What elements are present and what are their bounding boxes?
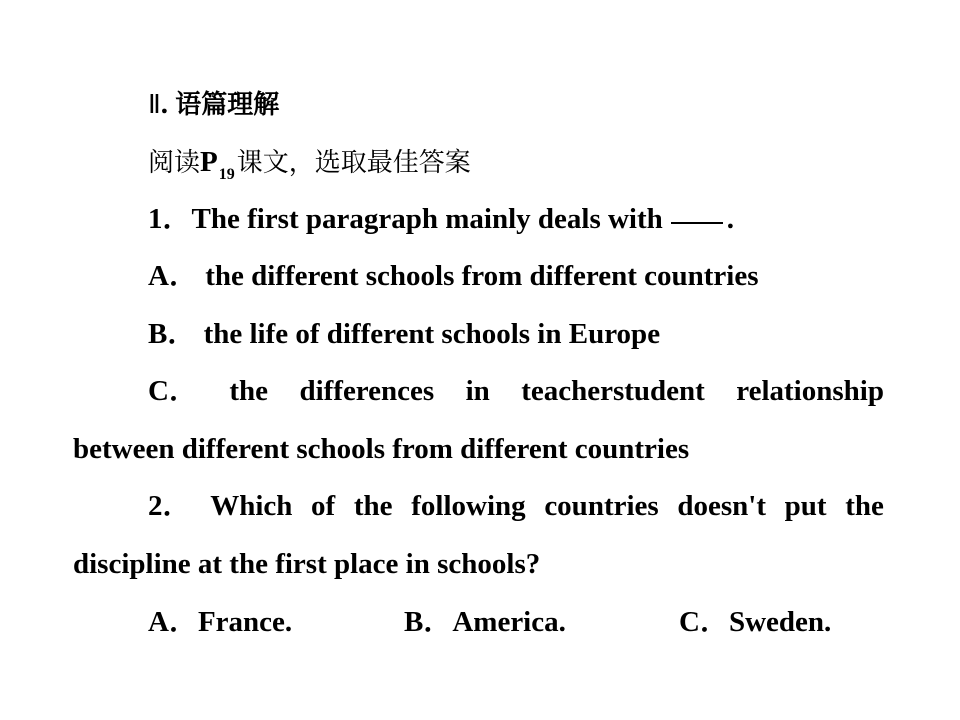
question-2-option-c: C．Sweden.: [679, 606, 832, 638]
option-c-word: differences: [299, 375, 435, 407]
instruction-page-letter: P: [200, 146, 218, 178]
question-1-stem: [148, 201, 734, 237]
question-2-word: of: [311, 490, 336, 522]
question-1-option-a: A． the different schools from different countries: [148, 260, 759, 292]
question-2-word: doesn't: [677, 490, 766, 522]
answer-blank: [671, 222, 723, 224]
instruction-page-subscript: 19: [218, 166, 235, 183]
question-2-word: put: [784, 490, 827, 522]
question-2-word: the: [845, 490, 884, 522]
question-1-text: 1．The first paragraph mainly deals with: [148, 203, 663, 235]
question-2-word: the: [353, 490, 393, 522]
option-c-word: C．: [148, 375, 198, 407]
section-dot: .: [160, 88, 169, 120]
option-c-word: teacherstudent: [521, 375, 705, 407]
question-1-option-c: [148, 373, 884, 409]
instruction: [148, 144, 471, 185]
question-2-word: Which: [210, 490, 293, 522]
option-c-word: the: [229, 375, 269, 407]
question-2-word: 2．: [148, 490, 192, 522]
section-heading: [148, 86, 279, 123]
question-2-option-a: A．France.: [148, 606, 293, 638]
option-c-word: in: [465, 375, 490, 407]
question-1-option-c-continued: between different schools from different countries: [73, 433, 690, 465]
instruction-after: 课文，选取最佳答案: [236, 148, 471, 178]
question-2-option-b: B．America.: [404, 606, 566, 638]
section-number: Ⅱ: [148, 90, 161, 120]
section-title: 语篇理解: [175, 90, 280, 120]
instruction-before: 阅读: [148, 148, 201, 178]
option-c-word: relationship: [736, 375, 884, 407]
question-2-word: following: [411, 490, 526, 522]
question-1-option-b: B． the life of different schools in Europe: [148, 318, 661, 350]
question-2-stem: [148, 488, 884, 524]
question-2-stem-continued: discipline at the first place in schools?: [73, 548, 541, 580]
question-1-end: .: [726, 203, 735, 235]
question-2-word: countries: [544, 490, 659, 522]
